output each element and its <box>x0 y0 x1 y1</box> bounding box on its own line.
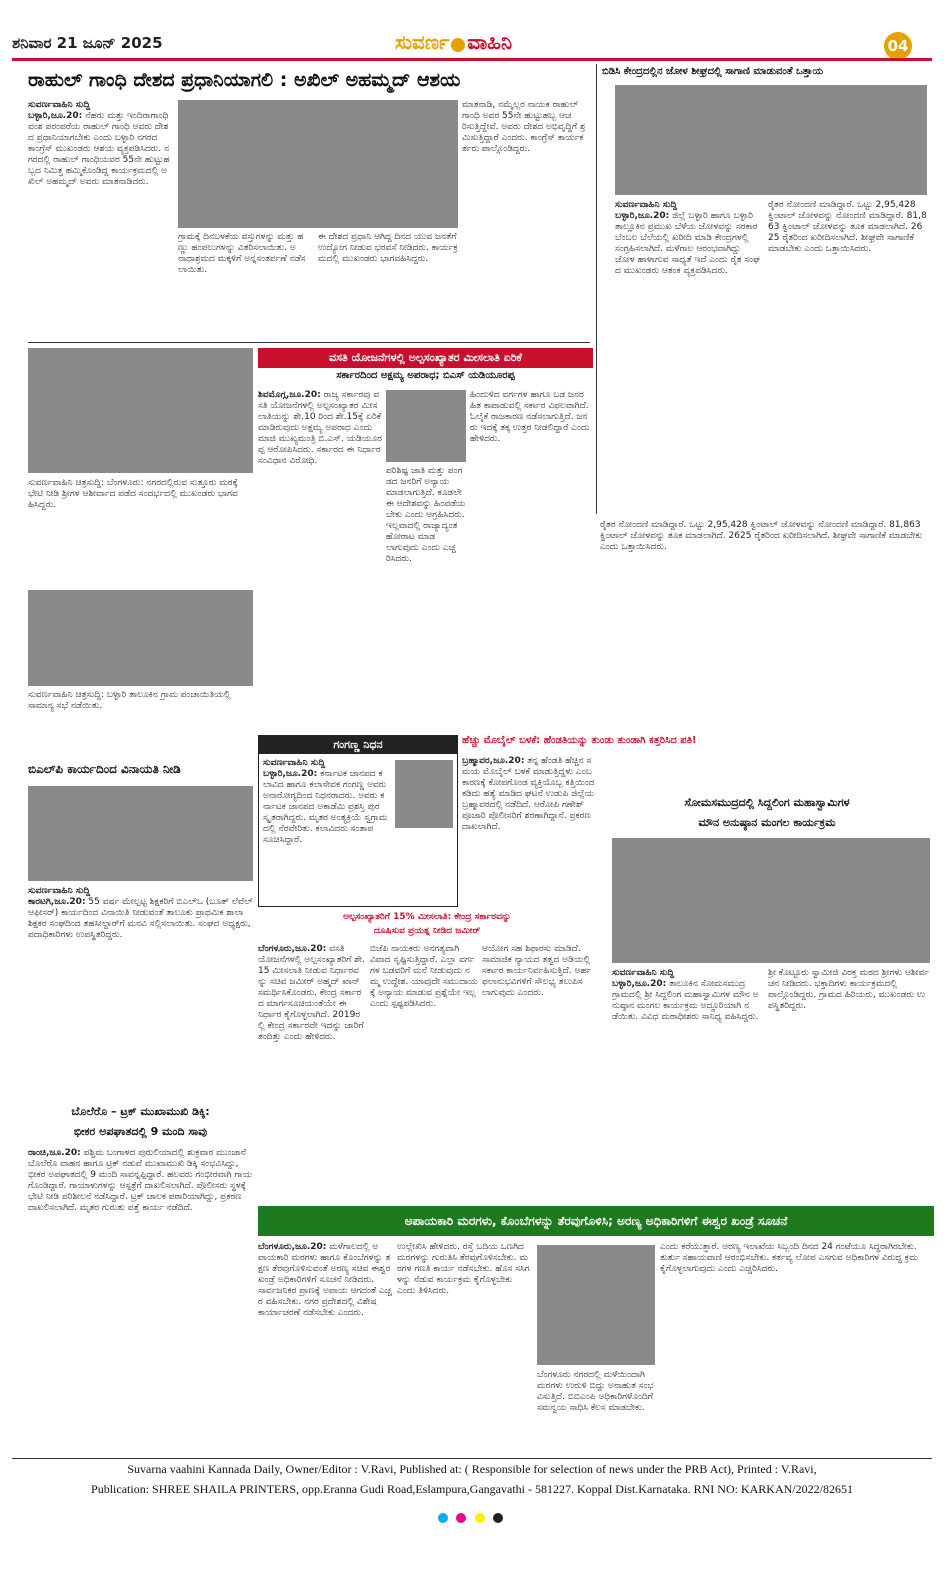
footer-rule <box>12 1458 932 1459</box>
story10-headline: ಅಪಾಯಕಾರಿ ಮರಗಳು, ಕೊಂಬೆಗಳನ್ನು ತೆರವುಗೊಳಿಸಿ; ಅರಣ್ಯ ಅಧಿಕಾರಿಗಳಿಗೆ ಈಶ್ವರ ಖಂಡ್ರೆ ಸೂಚನೆ <box>258 1206 934 1236</box>
meeting-photo <box>28 590 253 686</box>
story2-photo <box>615 85 927 195</box>
divider-h <box>28 342 590 343</box>
story6-body: ಕರ್ನಾಟಕ ಜಾನಪದ ಕಲಾವಿದ ಹಾಗೂ ಕಲಾಸೇವಕ ಗಂಗಣ್ಣ ಅವರು ಅನಾರೋಗ್ಯದಿಂದ ನಿಧನರಾದರು. ಅವರು ಕರ್ನಾಟಕ ಜಾನಪದ ಅಕಾಡೆಮಿ ಪ್ರಶಸ್ತಿ ಪುರಸ್ಕೃತರಾಗಿದ್ದರು. ಮೃತರ ಅಂತ್ಯಕ್ರಿಯೆ ಸ್ವಗ್ರಾಮದಲ್ಲಿ ನೆರವೇರಿತು. ಕಲಾವಿದರು ಸಂತಾಪ ಸೂಚಿಸಿದ್ದಾರೆ. <box>263 769 388 845</box>
story2-byline: ಸುವರ್ಣವಾಹಿನಿ ಸುದ್ದಿ <box>615 200 678 210</box>
brand-logo <box>395 30 565 56</box>
story9-col1 <box>612 968 764 1200</box>
story5-headline-b: ಭೀಕರ ಅಪಘಾತದಲ್ಲಿ 9 ಮಂದಿ ಸಾವು <box>73 1125 208 1138</box>
story10-body-c: ಬೆಂಗಳೂರು ನಗರದಲ್ಲಿ ಮಳೆಯಿಂದಾಗಿ ಮರಗಳು ಉರುಳಿ ಬಿದ್ದು ಅನಾಹುತ ಸಂಭವಿಸುತ್ತಿದೆ. ಬಿಬಿಎಂಪಿ ಅಧಿಕಾರಿಗಳೊಂದಿಗೆ ಸಮನ್ವಯ ಸಾಧಿಸಿ ಕೆಲಸ ಮಾಡಬೇಕು. <box>537 1370 654 1413</box>
story3-body-b: ಪರಿಶಿಷ್ಟ ಜಾತಿ ಮತ್ತು ಪಂಗಡದ ಜನರಿಗೆ ಅನ್ಯಾಯ ಮಾಡಲಾಗುತ್ತಿದೆ. ಕೂಡಲೇ ಈ ಆದೇಶವನ್ನು ಹಿಂಪಡೆಯಬೇಕು ಎಂದು ಆಗ್ರಹಿಸಿದರು. ಇಲ್ಲವಾದಲ್ಲಿ ರಾಜ್ಯಾದ್ಯಂತ ಹೋರಾಟ ಮಾಡಲಾಗುವುದು ಎಂದು ಎಚ್ಚರಿಸಿದರು. <box>386 466 466 564</box>
registration-marks <box>12 1508 932 1524</box>
page-number: 04 <box>884 32 912 60</box>
story1-body-a: ನೆಹರು ಮತ್ತು ಇಂದಿರಾಗಾಂಧಿ ವಂಶ ಪರಂಪರೆಯ ರಾಹುಲ್ ಗಾಂಧಿ ಅವರು ದೇಶದ ಪ್ರಧಾನಿಯಾಗಬೇಕು ಎಂದು ಬಳ್ಳಾರಿ ನಗರದ ಕಾಂಗ್ರೆಸ್ ಮುಖಂಡರು ಆಶಯ ವ್ಯಕ್ತಪಡಿಸಿದರು. ನಗರದಲ್ಲಿ ರಾಹುಲ್ ಗಾಂಧಿಯವರ 55ನೇ ಹುಟ್ಟುಹಬ್ಬದ ನಿಮಿತ್ತ ಹಮ್ಮಿಕೊಂಡಿದ್ದ ಕಾರ್ಯಕ್ರಮದಲ್ಲಿ ಅಖಿಲ್ ಅಹಮ್ಮದ್ ಅವರು ಮಾತನಾಡಿದರು. <box>28 111 170 187</box>
story10-body-b: ಉಲ್ಲೇಖಿಸಿ ಹೇಳಿದರು. ರಸ್ತೆ ಬದಿಯ ಒಣಗಿದ ಮರಗಳನ್ನು ಗುರುತಿಸಿ ತೆರವುಗೊಳಿಸಬೇಕು. ಮರಗಳ ಗಣತಿ ಕಾರ್ಯ ನಡೆಸಬೇಕು. ಹೊಸ ಸಸಿಗಳನ್ನು ನೆಡುವ ಕಾರ್ಯಕ್ರಮ ಕೈಗೊಳ್ಳಬೇಕು ಎಂದು ತಿಳಿಸಿದರು. <box>397 1242 530 1296</box>
story6-byline: ಸುವರ್ಣವಾಹಿನಿ ಸುದ್ದಿ <box>263 758 326 768</box>
story1-headline: ರಾಹುಲ್ ಗಾಂಧಿ ದೇಶದ ಪ್ರಧಾನಿಯಾಗಲಿ : ಅಖಿಲ್ ಅಹಮ್ಮದ್ ಆಶಯ <box>28 69 461 91</box>
story8-col1 <box>258 944 366 1199</box>
story1-byline: ಸುವರ್ಣವಾಹಿನಿ ಸುದ್ದಿ <box>28 100 91 110</box>
story8-dateline: ಬೆಂಗಳೂರು,ಜೂ.20: <box>258 944 327 954</box>
story3-body-a: ರಾಜ್ಯ ಸರ್ಕಾರವು ವಸತಿ ಯೋಜನೆಗಳಲ್ಲಿ ಅಲ್ಪಸಂಖ್ಯಾತರ ಮೀಸಲಾತಿಯನ್ನು ಶೇ.10 ರಿಂದ ಶೇ.15ಕ್ಕೆ ಏರಿಕೆ ಮಾಡಿರುವುದು ಅಕ್ಷಮ್ಯ ಅಪರಾಧ ಎಂದು ಮಾಜಿ ಮುಖ್ಯಮಂತ್ರಿ ಬಿ.ಎಸ್. ಯಡಿಯೂರಪ್ಪ ಆರೋಪಿಸಿದರು. ಸರ್ಕಾರದ ಈ ನಿರ್ಧಾರ ಸಂವಿಧಾನ ವಿರೋಧಿ. <box>258 390 382 466</box>
story10-col1 <box>258 1242 393 1452</box>
black-mark-icon <box>493 1513 503 1523</box>
story3-headline: ವಸತಿ ಯೋಜನೆಗಳಲ್ಲಿ ಅಲ್ಪಸಂಖ್ಯಾತರ ಮೀಸಲಾತಿ ಏರಿಕೆ <box>258 348 593 368</box>
story3-body-c: ಹಿಂದುಳಿದ ವರ್ಗಗಳ ಹಾಗೂ ಬಡ ಜನರ ಹಿತ ಕಾಪಾಡುವಲ್ಲಿ ಸರ್ಕಾರ ವಿಫಲವಾಗಿದೆ. ಓಲೈಕೆ ರಾಜಕಾರಣ ನಡೆಸಲಾಗುತ್ತಿದೆ. ಜನರು ಇದಕ್ಕೆ ತಕ್ಕ ಉತ್ತರ ನೀಡಲಿದ್ದಾರೆ ಎಂದು ಹೇಳಿದರು. <box>470 390 590 444</box>
sun-icon <box>451 38 465 52</box>
story6-title: ಗಂಗಣ್ಣ ನಿಧನ <box>259 736 457 754</box>
story9-headline-a: ಸೋಮಸಮುದ್ರದಲ್ಲಿ ಸಿದ್ದಲಿಂಗ ಮಹಾಸ್ವಾಮಿಗಳ <box>684 796 850 809</box>
story6-text <box>263 758 391 904</box>
story2-continued-text: ರೈತರ ನೋಂದಣಿ ಮಾಡಿದ್ದಾರೆ. ಒಟ್ಟು 2,95,428 ಕ್ವಿಂಟಾಲ್ ಜೋಳವನ್ನು ನೋಂದಣಿ ಮಾಡಿದ್ದಾರೆ. 81,863 ಕ್ವಿಂಟಾಲ್ ಜೋಳವನ್ನು ತೂಕ ಮಾಡಲಾಗಿದೆ. 2625 ರೈತರಿಂದ ಖರೀದಿಸಲಾಗಿದೆ. ಶೀಘ್ರವೇ ಸಾಗಾಣಿಕೆ ಮಾಡಬೇಕು ಎಂದು ಒತ್ತಾಯಿಸಿದರು. <box>600 520 923 552</box>
story5-text <box>28 1148 253 1453</box>
story10-dateline: ಬೆಂಗಳೂರು,ಜೂ.20: <box>258 1242 327 1252</box>
story3-subhead: ಸರ್ಕಾರದಿಂದ ಅಕ್ಷಮ್ಯ ಅಪರಾಧ; ಬಿಎಸ್ ಯಡಿಯೂರಪ್ಪ <box>336 370 515 381</box>
story10-body-a: ಮಳೆಗಾಲದಲ್ಲಿ ಅಪಾಯಕಾರಿ ಮರಗಳು ಹಾಗೂ ಕೊಂಬೆಗಳನ್ನು ತಕ್ಷಣ ತೆರವುಗೊಳಿಸುವಂತೆ ಅರಣ್ಯ ಸಚಿವ ಈಶ್ವರ ಖಂಡ್ರೆ ಅಧಿಕಾರಿಗಳಿಗೆ ಸೂಚನೆ ನೀಡಿದರು. ಸಾರ್ವಜನಿಕರ ಪ್ರಾಣಕ್ಕೆ ಅಪಾಯ ಆಗದಂತೆ ಎಚ್ಚರ ವಹಿಸಬೇಕು. ನಗರ ಪ್ರದೇಶದಲ್ಲಿ ವಿಶೇಷ ಕಾರ್ಯಾಚರಣೆ ನಡೆಸಬೇಕು ಎಂದರು. <box>258 1242 392 1318</box>
story4-dateline: ಕಾರಟಗಿ,ಜೂ.20: <box>28 897 86 907</box>
brand-right: ವಾಹಿನಿ <box>467 30 513 54</box>
story4-body: 55 ವರ್ಷ ಮೇಲ್ಪಟ್ಟ ಶಿಕ್ಷಕರಿಗೆ ಬಿಎಲ್‌ಒ (ಬೂತ್ ಲೆವೆಲ್ ಆಫೀಸರ್) ಕಾರ್ಯದಿಂದ ವಿನಾಯಿತಿ ನೀಡುವಂತೆ ತಾಲೂಕು ಪ್ರಾಥಮಿಕ ಶಾಲಾ ಶಿಕ್ಷಕರ ಸಂಘದಿಂದ ತಹಸೀಲ್ದಾರ್‌ಗೆ ಮನವಿ ಸಲ್ಲಿಸಲಾಯಿತು. ಸಂಘದ ಅಧ್ಯಕ್ಷರು, ಪದಾಧಿಕಾರಿಗಳು ಉಪಸ್ಥಿತರಿದ್ದರು. <box>28 897 253 940</box>
magenta-mark-icon <box>456 1513 466 1523</box>
story5-dateline: ರಾಂಚಿ,ಜೂ.20: <box>28 1148 81 1158</box>
story5-body: ಪಶ್ಚಿಮ ಬಂಗಾಳದ ಪುರುಲಿಯಾದಲ್ಲಿ ಶುಕ್ರವಾರ ಮುಂಜಾನೆ ಬೊಲೆರೊ ವಾಹನ ಹಾಗೂ ಟ್ರಕ್ ನಡುವೆ ಮುಖಾಮುಖಿ ಡಿಕ್ಕಿ ಸಂಭವಿಸಿದ್ದು, ಭೀಕರ ಅಪಘಾತದಲ್ಲಿ 9 ಮಂದಿ ಸಾವನ್ನಪ್ಪಿದ್ದಾರೆ. ಹಲವರು ಗಂಭೀರವಾಗಿ ಗಾಯಗೊಂಡಿದ್ದಾರೆ. ಗಾಯಾಳುಗಳನ್ನು ಆಸ್ಪತ್ರೆಗೆ ದಾಖಲಿಸಲಾಗಿದೆ. ಪೊಲೀಸರು ಸ್ಥಳಕ್ಕೆ ಭೇಟಿ ನೀಡಿ ಪರಿಶೀಲನೆ ನಡೆಸಿದ್ದಾರೆ. ಟ್ರಕ್ ಚಾಲಕ ಪರಾರಿಯಾಗಿದ್ದು, ಪ್ರಕರಣ ದಾಖಲಿಸಲಾಗಿದೆ. ಮೃತರ ಗುರುತು ಪತ್ತೆ ಕಾರ್ಯ ನಡೆದಿದೆ. <box>28 1148 253 1213</box>
story7-dateline: ಬ್ರಹ್ಮಾವರ,ಜೂ.20: <box>462 756 525 766</box>
yellow-mark-icon <box>475 1513 485 1523</box>
story3-col1 <box>258 390 383 720</box>
swamiji-caption: ಸುವರ್ಣವಾಹಿನಿ ಚಿತ್ರಸುದ್ದಿ: ಬೆಂಗಳೂರು: ನಗರದಲ್ಲಿರುವ ಸುತ್ತೂರು ಮಠಕ್ಕೆ ಭೇಟಿ ನೀಡಿ ಶ್ರೀಗಳ ಆಶೀರ್ವಾದ ಪಡೆದ ಸಂದರ್ಭದಲ್ಲಿ ಮುಖಂಡರು ಭಾಗವಹಿಸಿದ್ದರು. <box>28 478 238 510</box>
story3-dateline: ಶಿವಮೊಗ್ಗ,ಜೂ.20: <box>258 390 321 400</box>
story2-body-b: ರೈತರ ನೋಂದಣಿ ಮಾಡಿದ್ದಾರೆ. ಒಟ್ಟು 2,95,428 ಕ್ವಿಂಟಾಲ್ ಜೋಳವನ್ನು ನೋಂದಣಿ ಮಾಡಿದ್ದಾರೆ. 81,863 ಕ್ವಿಂಟಾಲ್ ಜೋಳವನ್ನು ತೂಕ ಮಾಡಲಾಗಿದೆ. 2625 ರೈತರಿಂದ ಖರೀದಿಸಲಾಗಿದೆ. ಶೀಘ್ರವೇ ಸಾಗಾಣಿಕೆ ಮಾಡಬೇಕು ಎಂದು ಒತ್ತಾಯಿಸಿದರು. <box>768 200 927 254</box>
story8-body-b: ಬಿಜೆಪಿ ನಾಯಕರು ಅನಗತ್ಯವಾಗಿ ವಿವಾದ ಸೃಷ್ಟಿಸುತ್ತಿದ್ದಾರೆ. ಎಲ್ಲಾ ವರ್ಗಗಳ ಬಡವರಿಗೆ ಮನೆ ನೀಡುವುದು ನಮ್ಮ ಉದ್ದೇಶ. ಯಾವುದೇ ಸಮುದಾಯಕ್ಕೆ ಅನ್ಯಾಯ ಮಾಡುವ ಪ್ರಶ್ನೆಯೇ ಇಲ್ಲ ಎಂದು ಸ್ಪಷ್ಟಪಡಿಸಿದರು. <box>370 944 478 1009</box>
story1-photo <box>178 100 458 228</box>
story10-body-d: ಎಂದು ಕರೆಯುತ್ತಾರೆ. ಅರಣ್ಯ ಇಲಾಖೆಯ ಸಿಬ್ಬಂದಿ ದಿನದ 24 ಗಂಟೆಯೂ ಸಿದ್ಧರಾಗಿರಬೇಕು. ತುರ್ತು ಸಹಾಯವಾಣಿ ಆರಂಭಿಸಬೇಕು. ಕರ್ತವ್ಯ ಲೋಪ ಎಸಗುವ ಅಧಿಕಾರಿಗಳ ವಿರುದ್ಧ ಕ್ರಮ ಕೈಗೊಳ್ಳಲಾಗುವುದು ಎಂದು ಎಚ್ಚರಿಸಿದರು. <box>660 1242 918 1274</box>
divider-v <box>596 64 597 514</box>
yediyurappa-photo <box>386 390 466 462</box>
story1-col1 <box>28 100 173 338</box>
imprint-line-1: Suvarna vaahini Kannada Daily, Owner/Editor : V.Ravi, Published at: ( Responsible for selection of news under the PRB Act), Printed : V.Ravi, <box>127 1462 817 1476</box>
story1-body-c: ಈ ದೇಶದ ಪ್ರಧಾನಿ ಆಗಿದ್ದ ದಿನದ ಯುವ ಜನತೆಗೆ ಉದ್ಯೋಗ ನೀಡುವ ಭರವಸೆ ನೀಡಿದರು. ಕಾರ್ಯಕ್ರಮದಲ್ಲಿ ಮುಖಂಡರು ಭಾಗವಹಿಸಿದ್ದರು. <box>318 232 458 264</box>
gangana-photo <box>395 760 453 828</box>
story2-continued <box>600 520 930 720</box>
issue-date: ಶನಿವಾರ 21 ಜೂನ್ 2025 <box>12 34 163 52</box>
story1-dateline: ಬಳ್ಳಾರಿ,ಜೂ.20: <box>28 111 83 121</box>
brand-left: ಸುವರ್ಣ <box>395 30 450 54</box>
story9-body-a: ತಾಲೂಕಿನ ಸೋಮಸಮುದ್ರ ಗ್ರಾಮದಲ್ಲಿ ಶ್ರೀ ಸಿದ್ದಲಿಂಗ ಮಹಾಸ್ವಾಮಿಗಳ ಮೌನ ಅನುಷ್ಠಾನ ಮಂಗಲ ಕಾರ್ಯಕ್ರಮ ಅದ್ಧೂರಿಯಾಗಿ ನಡೆಯಿತು. ವಿವಿಧ ಮಠಾಧೀಶರು ಸಾನಿಧ್ಯ ವಹಿಸಿದ್ದರು. <box>612 979 759 1022</box>
story1-body-d: ಮಾತನಾಡಿ, ನಮ್ಮೆಲ್ಲರ ನಾಯಕ ರಾಹುಲ್ ಗಾಂಧಿ ಅವರ 55ನೇ ಹುಟ್ಟುಹಬ್ಬ ಆಚರಿಸುತ್ತಿದ್ದೇವೆ. ಅವರು ದೇಶದ ಅಭಿವೃದ್ಧಿಗೆ ಶ್ರಮಿಸುತ್ತಿದ್ದಾರೆ ಎಂದರು. ಕಾಂಗ್ರೆಸ್ ಕಾರ್ಯಕರ್ತರು ಪಾಲ್ಗೊಂಡಿದ್ದರು. <box>462 100 586 154</box>
story9-byline: ಸುವರ್ಣವಾಹಿನಿ ಸುದ್ದಿ <box>612 968 675 978</box>
imprint-line-2: Publication: SHREE SHAILA PRINTERS, opp.Eranna Gudi Road,Eslampura,Gangavathi - 581227. Koppal Dist.Karnataka. RNI NO: KARKAN/2022/82651 <box>91 1482 853 1496</box>
story2-kicker: ಬಿಡಿಸಿ ಕೇಂದ್ರದಲ್ಲಿನ ಜೋಳ ಶೀಘ್ರದಲ್ಲಿ ಸಾಗಾಣಿ ಮಾಡುವಂತೆ ಒತ್ತಾಯ <box>602 66 824 77</box>
cyan-mark-icon <box>438 1513 448 1523</box>
masthead-rule <box>12 58 932 61</box>
story6-box <box>258 735 458 907</box>
swamiji-photo <box>28 348 253 473</box>
story7-text <box>462 756 597 906</box>
story9-body-b: ಶ್ರೀ ಕೊಟ್ಟೂರು ಸ್ವಾಮೀಜಿ ವಿರಕ್ತ ಮಠದ ಶ್ರೀಗಳು ಆಶೀರ್ವಚನ ನೀಡಿದರು. ಭಕ್ತಾದಿಗಳು ಕಾರ್ಯಕ್ರಮದಲ್ಲಿ ಪಾಲ್ಗೊಂಡಿದ್ದರು. ಗ್ರಾಮದ ಹಿರಿಯರು, ಮುಖಂಡರು ಉಪಸ್ಥಿತರಿದ್ದರು. <box>768 968 929 1011</box>
story4-text <box>28 886 253 1096</box>
story7-headline: ಹೆಚ್ಚು ಮೊಬೈಲ್ ಬಳಕೆ: ಹೆಂಡತಿಯನ್ನು ತುಂಡು ತುಂಡಾಗಿ ಕತ್ತರಿಸಿದ ಪತಿ! <box>462 735 697 746</box>
story6-dateline: ಬಳ್ಳಾರಿ,ಜೂ.20: <box>263 769 318 779</box>
story9-dateline: ಬಳ್ಳಾರಿ,ಜೂ.20: <box>612 979 667 989</box>
meeting-caption: ಸುವರ್ಣವಾಹಿನಿ ಚಿತ್ರಸುದ್ದಿ: ಬಳ್ಳಾರಿ ತಾಲೂಕಿನ ಗ್ರಾಮ ಪಂಚಾಯಿತಿಯಲ್ಲಿ ಸಾಮಾನ್ಯ ಸಭೆ ನಡೆಯಿತು. <box>28 690 231 711</box>
story8-headline-b: ದೂಷಿಸುವ ಪ್ರಯತ್ನ ನೀಡಿದ ಜಮೀರ್ <box>373 926 481 936</box>
story2-body-a: ಜಿಲ್ಲೆ ಬಳ್ಳಾರಿ ಹಾಗೂ ಬಳ್ಳಾರಿ ತಾಲ್ಲೂಕಿನ ಪ್ರಮುಖ ಬೆಳೆಯ ಜೋಳವನ್ನು ಸರಕಾರ ಬೆಂಬಲ ಬೆಲೆಯಲ್ಲಿ ಖರೀದಿ ಮಾಡಿ ಕೇಂದ್ರಗಳಲ್ಲಿ ಸಂಗ್ರಹಿಸಲಾಗಿದೆ. ಮಳೆಗಾಲ ಆರಂಭವಾಗಿದ್ದು ಜೋಳ ಹಾಳಾಗುವ ಸಾಧ್ಯತೆ ಇದೆ ಎಂದು ರೈತ ಸಂಘದ ಮುಖಂಡರು ಆತಂಕ ವ್ಯಕ್ತಪಡಿಸಿದರು. <box>615 211 760 276</box>
masthead <box>0 0 945 62</box>
story4-photo <box>28 786 253 881</box>
story4-headline: ಬಿಎಲ್‌ಪಿ ಕಾರ್ಯದಿಂದ ವಿನಾಯತಿ ನೀಡಿ <box>28 762 181 776</box>
story8-body-a: ವಸತಿ ಯೋಜನೆಗಳಲ್ಲಿ ಅಲ್ಪಸಂಖ್ಯಾತರಿಗೆ ಶೇ.15 ಮೀಸಲಾತಿ ನೀಡುವ ನಿರ್ಧಾರವನ್ನು ಸಚಿವ ಜಮೀರ್ ಅಹ್ಮದ್ ಖಾನ್ ಸಮರ್ಥಿಸಿಕೊಂಡರು. ಕೇಂದ್ರ ಸರ್ಕಾರದ ಮಾರ್ಗಸೂಚಿಯಂತೆಯೇ ಈ ನಿರ್ಧಾರ ಕೈಗೊಳ್ಳಲಾಗಿದೆ. 2019ರಲ್ಲಿ ಕೇಂದ್ರ ಸರ್ಕಾರವೇ ಇದನ್ನು ಜಾರಿಗೆ ತಂದಿತ್ತು ಎಂದು ಹೇಳಿದರು. <box>258 944 365 1042</box>
story8-headline-a: ಅಲ್ಪಸಂಖ್ಯಾತರಿಗೆ 15% ಮೀಸಲಾತಿ: ಕೇಂದ್ರ ಸರ್ಕಾರವನ್ನು <box>343 912 511 922</box>
story8-body-c: ಆಯೋಗ ಸಹ ಶಿಫಾರಸು ಮಾಡಿದೆ. ಸಾಮಾಜಿಕ ನ್ಯಾಯದ ತತ್ವದ ಅಡಿಯಲ್ಲಿ ಸರ್ಕಾರ ಕಾರ್ಯನಿರ್ವಹಿಸುತ್ತಿದೆ. ಅರ್ಹ ಫಲಾನುಭವಿಗಳಿಗೆ ಸೌಲಭ್ಯ ತಲುಪಿಸಲಾಗುವುದು ಎಂದರು. <box>482 944 592 998</box>
story5-headline-a: ಬೊಲೆರೊ – ಟ್ರಕ್ ಮುಖಾಮುಖಿ ಡಿಕ್ಕಿ: <box>71 1105 210 1118</box>
story9-headline-b: ಮೌನ ಅನುಷ್ಠಾನ ಮಂಗಲ ಕಾರ್ಯಕ್ರಮ <box>698 816 836 829</box>
story1-body-b: ಗ್ರಾಮಕ್ಕೆ ದಿನಬಳಕೆಯ ವಸ್ತುಗಳನ್ನು ಮತ್ತು ಹಣ್ಣು ಹಂಪಲುಗಳನ್ನು ವಿತರಿಸಲಾಯಿತು. ಅನಾಥಾಶ್ರಮದ ಮಕ್ಕಳಿಗೆ ಅನ್ನಸಂತರ್ಪಣೆ ನಡೆಸಲಾಯಿತು. <box>178 232 306 275</box>
story4-byline: ಸುವರ್ಣವಾಹಿನಿ ಸುದ್ದಿ <box>28 886 91 896</box>
story2-dateline: ಬಳ್ಳಾರಿ,ಜೂ.20: <box>615 211 670 221</box>
story2-col1 <box>615 200 763 510</box>
story9-photo <box>612 838 930 963</box>
khandre-photo <box>537 1245 655 1365</box>
story7-body: ತನ್ನ ಹೆಂಡತಿ ಹೆಚ್ಚಿನ ಸಮಯ ಮೊಬೈಲ್ ಬಳಕೆ ಮಾಡುತ್ತಿದ್ದಳು ಎಂಬ ಕಾರಣಕ್ಕೆ ಕೋಪಗೊಂಡ ವ್ಯಕ್ತಿಯೊಬ್ಬ ಕತ್ತಿಯಿಂದ ಕಡಿದು ಹತ್ಯೆ ಮಾಡಿದ ಘಟನೆ ಉಡುಪಿ ಜಿಲ್ಲೆಯ ಬ್ರಹ್ಮಾವರದಲ್ಲಿ ನಡೆದಿದೆ. ಆರೋಪಿ ಗಣೇಶ್ ಪೂಜಾರಿ ಪೊಲೀಸರಿಗೆ ಶರಣಾಗಿದ್ದಾನೆ. ಪ್ರಕರಣ ದಾಖಲಾಗಿದೆ. <box>462 756 595 832</box>
